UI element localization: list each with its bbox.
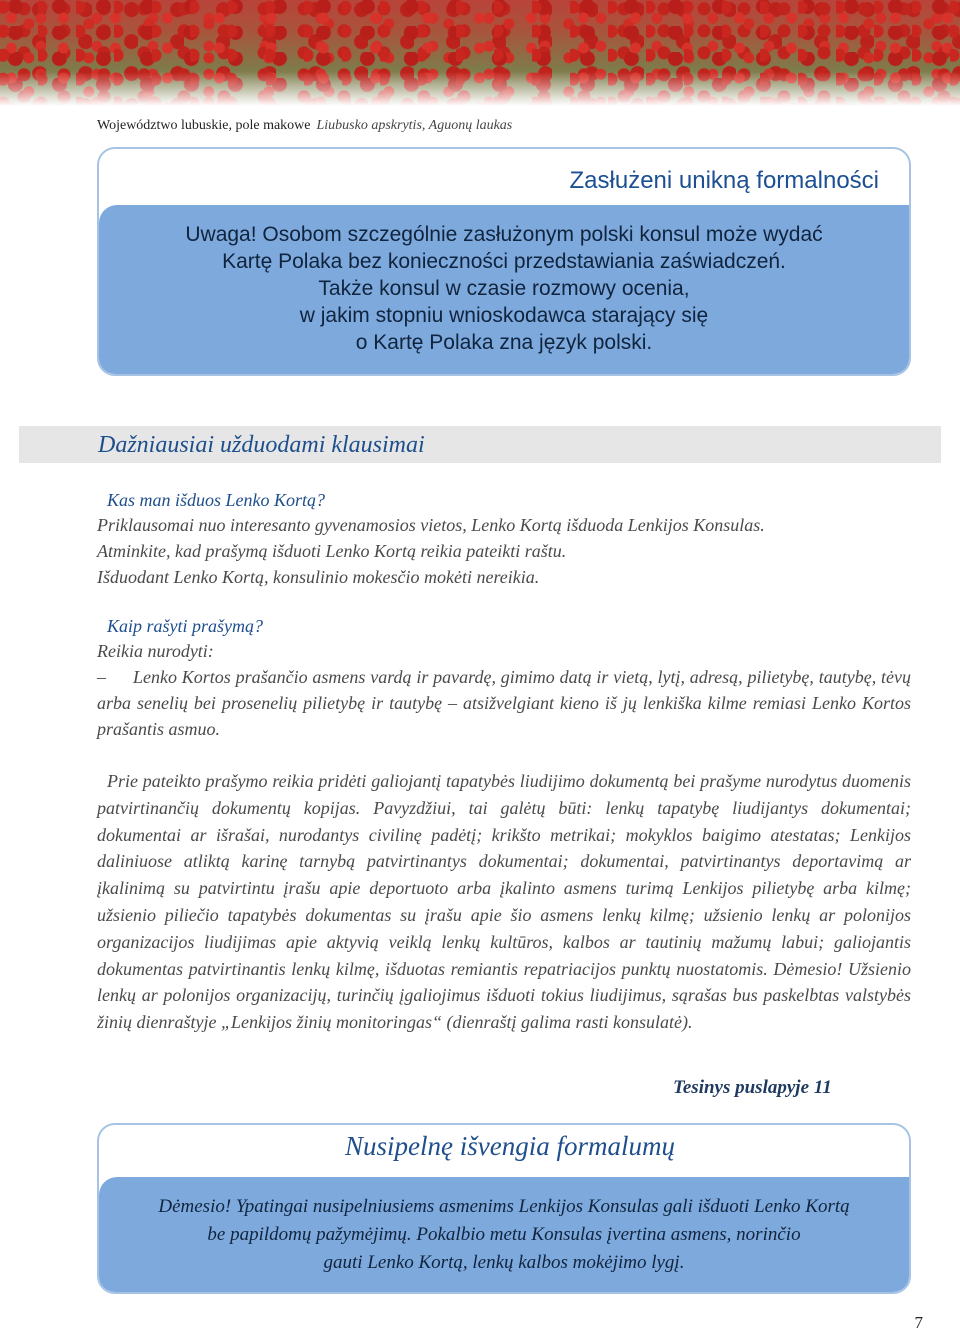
info-box-title: Nusipelnę išvengia formalumų [345, 1131, 675, 1161]
page-number: 7 [914, 1313, 923, 1332]
faq-section-title: Dažniausiai užduodami klausimai [98, 432, 425, 458]
info-line: be papildomų pažymėjimų. Pokalbio metu Konsulas įvertina asmens, norinčio [207, 1224, 801, 1245]
faq-section-header [19, 426, 941, 463]
info-line: Dėmesio! Ypatingai nusipelniusiems asmenims Lenkijos Konsulas gali išduoti Lenko Kortą [158, 1196, 850, 1217]
info-line: gauti Lenko Kortą, lenkų kalbos mokėjimo lygį. [323, 1252, 685, 1273]
info-line: Także konsul w czasie rozmowy ocenia, [318, 277, 690, 300]
info-box-panel [99, 1177, 909, 1292]
info-line: o Kartę Polaka zna język polski. [355, 331, 653, 354]
faq-answer-1 [97, 512, 917, 590]
photo-caption [97, 118, 512, 134]
faq-answer-2-intro: Reikia nurodyti: [97, 641, 214, 661]
info-box-title: Zasłużeni unikną formalności [569, 167, 879, 194]
poppy-field-photo [0, 0, 960, 106]
info-line: Uwaga! Osobom szczególnie zasłużonym polski konsul może wydać [185, 223, 823, 246]
faq-answer-line: Priklausomai nuo interesanto gyvenamosios vietos, Lenko Kortą išduoda Lenkijos Konsulas. [97, 515, 765, 535]
caption-polish: Województwo lubuskie, pole makowe [97, 118, 311, 133]
caption-lithuanian: Liubusko apskrytis, Aguonų laukas [316, 118, 513, 133]
faq-answer-2-item: – Lenko Kortos prašančio asmens vardą ir pavardę, gimimo datą ir vietą, lytį, adresą, pilietybę, tautybę, tėvų arba senelių bei prosenelių pilietybę ir tautybę – atsižvelgiant kieno iš jų lenkiška kilme remiasi Lenko Kortos prašantis asmuo. [97, 667, 911, 739]
faq-answer-line: Išduodant Lenko Kortą, konsulinio mokesčio mokėti nereikia. [97, 567, 540, 587]
faq-answer-line: Atminkite, kad prašymą išduoti Lenko Kortą reikia pateikti raštu. [97, 541, 567, 561]
info-box-panel [99, 205, 909, 374]
faq-question-1: Kas man išduos Lenko Kortą? [107, 490, 326, 510]
info-box-polish [97, 147, 911, 376]
info-box-text [99, 1193, 909, 1277]
continued-note: Tesinys puslapyje 11 [673, 1077, 832, 1098]
info-box-text [99, 221, 909, 356]
faq-question-2: Kaip rašyti prašymą? [107, 616, 264, 636]
info-line: Kartę Polaka bez konieczności przedstawiania zaświadczeń. [222, 250, 786, 273]
info-box-lithuanian [97, 1123, 911, 1294]
info-line: w jakim stopniu wnioskodawca starający się [299, 304, 709, 327]
faq-answer-2-paragraph: Prie pateikto prašymo reikia pridėti galiojantį tapatybės liudijimo dokumentą bei prašyme nurodytus duomenis patvirtinančių dokumentų kopijas. Pavyzdžiui, tai galėtų būti: lenkų tapatybę liudijantys dokumentai; dokumentai ar išrašai, nurodantys civilinę padėtį; krikšto metrikai; mokyklos baigimo atestatas; Lenkijos daliniuose atliktą karinę tarnybą patvirtinantys dokumentai; dokumentai, patvirtinantys deportavimą ar įkalinimą su patvirtintu įrašu apie deportuoto arba įkalinto asmens turimą Lenkijos pilietybę arba kilmę; užsienio piliečio tapatybės dokumentas su įrašu apie šio asmens lenkų kilmę; užsienio lenkų ar polonijos organizacijos liudijimas apie aktyvią veiklą lenkų kultūros, kalbos ar tautinių mažumų labui; galiojantis dokumentas patvirtinantis lenkų kilmę, išduotas remiantis repatriacijos punktų nuostatomis. Dėmesio! Užsienio lenkų ar polonijos organizacijų, turinčių įgaliojimus išduoti tokius liudijimus, sąrašas bus paskelbtas valstybės žinių dienraštyje „Lenkijos žinių monitoringas“ (dienraštį galima rasti konsulatė). [97, 771, 911, 1033]
